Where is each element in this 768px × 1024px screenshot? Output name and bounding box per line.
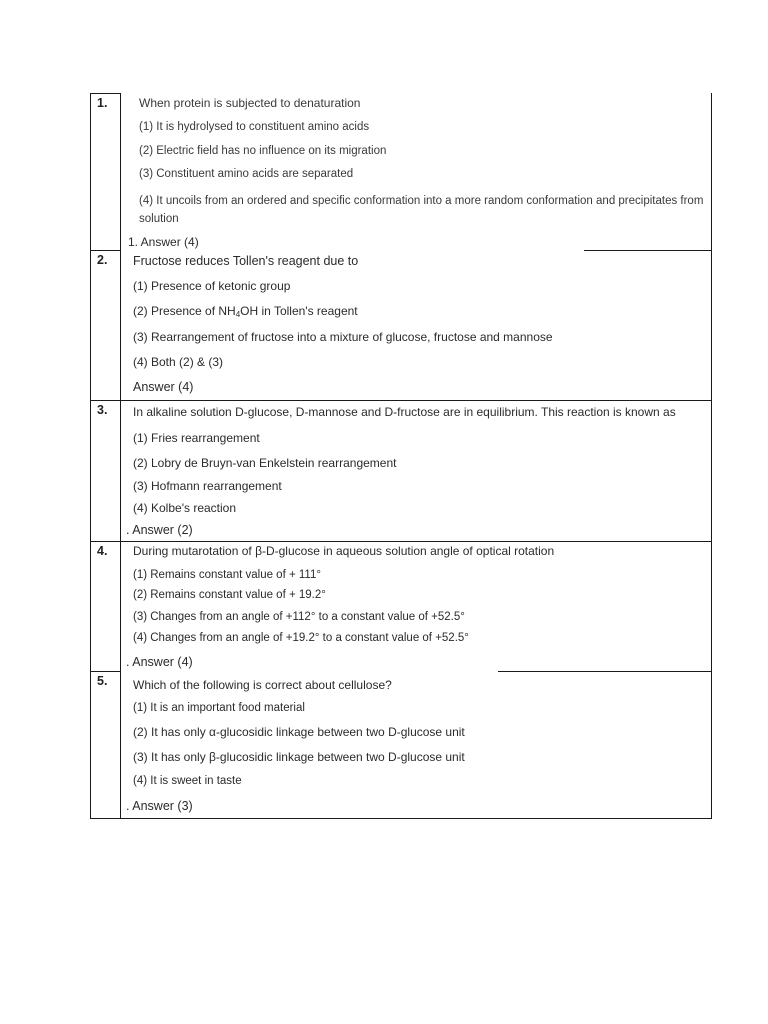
question-text-2: Fructose reduces Tollen's reagent due to xyxy=(133,254,359,268)
row-divider-4-right xyxy=(498,671,712,672)
q3-answer: . Answer (2) xyxy=(126,523,193,537)
q4-answer: . Answer (4) xyxy=(126,655,193,669)
q2-option-2-text: (2) Presence of NH xyxy=(133,304,236,318)
q1-option-4: (4) It uncoils from an ordered and specific conformation into a more random conformation and precipitates from solution xyxy=(139,195,704,225)
question-text-4: During mutarotation of β-D-glucose in aqueous solution angle of optical rotation xyxy=(133,544,555,558)
question-text-3: In alkaline solution D-glucose, D-mannose and D-fructose are in equilibrium. This reaction is known as xyxy=(133,405,676,419)
q3-option-4: (4) Kolbe's reaction xyxy=(133,501,237,515)
q1-option-3: (3) Constituent amino acids are separated xyxy=(139,168,354,180)
row-divider-4 xyxy=(90,671,120,672)
q1-option-2: (2) Electric field has no influence on its migration xyxy=(139,145,387,157)
q4-option-2: (2) Remains constant value of + 19.2° xyxy=(133,589,326,601)
question-text-1: When protein is subjected to denaturation xyxy=(139,96,361,110)
q2-option-1: (1) Presence of ketonic group xyxy=(133,279,291,293)
question-number-1: 1. xyxy=(97,96,108,110)
question-text-5: Which of the following is correct about cellulose? xyxy=(133,678,392,692)
question-number-3: 3. xyxy=(97,403,108,417)
q5-answer: . Answer (3) xyxy=(126,799,193,813)
q3-option-1: (1) Fries rearrangement xyxy=(133,431,260,445)
table-top-border xyxy=(90,93,120,94)
q2-answer: Answer (4) xyxy=(133,380,194,394)
q4-option-4: (4) Changes from an angle of +19.2° to a constant value of +52.5° xyxy=(133,632,469,644)
q5-option-3: (3) It has only β-glucosidic linkage between two D-glucose unit xyxy=(133,750,465,764)
question-number-5: 5. xyxy=(97,674,108,688)
table-left-border xyxy=(90,93,91,819)
question-number-4: 4. xyxy=(97,544,108,558)
q4-option-3: (3) Changes from an angle of +112° to a constant value of +52.5° xyxy=(133,611,465,623)
q2-option-2-subscript: 4 xyxy=(235,310,241,319)
q3-option-3: (3) Hofmann rearrangement xyxy=(133,479,282,493)
row-divider-1 xyxy=(90,250,120,251)
table-right-border xyxy=(711,93,712,819)
q3-option-2: (2) Lobry de Bruyn-van Enkelstein rearrangement xyxy=(133,456,397,470)
q4-option-1: (1) Remains constant value of + 111° xyxy=(133,569,321,581)
q5-option-1: (1) It is an important food material xyxy=(133,702,305,714)
q2-option-4: (4) Both (2) & (3) xyxy=(133,355,224,369)
row-divider-2 xyxy=(90,400,712,401)
table-bottom-border xyxy=(90,818,712,819)
q1-answer: 1. Answer (4) xyxy=(128,235,199,249)
q2-option-3: (3) Rearrangement of fructose into a mixture of glucose, fructose and mannose xyxy=(133,330,553,344)
row-divider-3 xyxy=(90,541,712,542)
table-column-divider xyxy=(120,93,121,819)
q5-option-4: (4) It is sweet in taste xyxy=(133,775,242,787)
q1-option-1: (1) It is hydrolysed to constituent amino acids xyxy=(139,121,370,133)
question-number-2: 2. xyxy=(97,253,108,267)
row-divider-1-right xyxy=(584,250,712,251)
q5-option-2: (2) It has only α-glucosidic linkage between two D-glucose unit xyxy=(133,725,465,739)
q2-option-2-tail: OH in Tollen's reagent xyxy=(240,304,358,318)
q2-option-2 xyxy=(133,304,358,319)
